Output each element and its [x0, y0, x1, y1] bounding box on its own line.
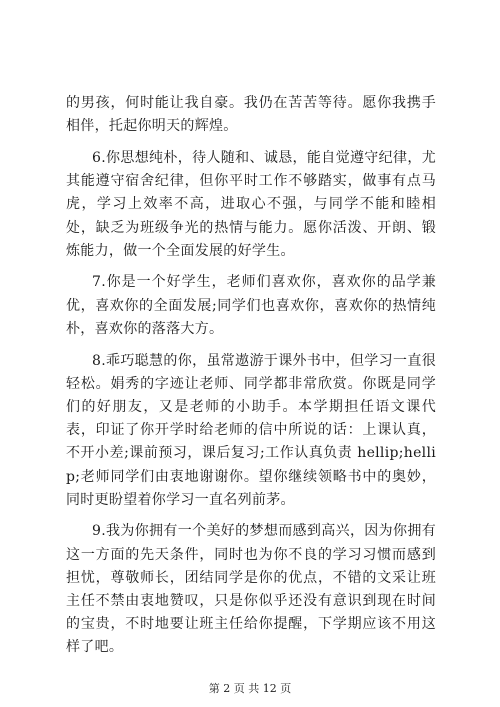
paragraph-continuation: 的男孩，何时能让我自豪。我仍在苦苦等待。愿你我携手相伴，托起你明天的辉煌。: [66, 95, 436, 135]
paragraph-comment-6: 6.你思想纯朴，待人随和、诚恳，能自觉遵守纪律，尤其能遵守宿舍纪律，但你平时工作不够踏实，做事有点马虎，学习上效率不高，进取心不强，与同学不能和睦相处，缺乏为班级争光的热情与能力。愿你活泼、开朗、锻炼能力，做一个全面发展的好学生。: [66, 149, 436, 259]
paragraph-comment-8: 8.乖巧聪慧的你，虽常遨游于课外书中，但学习一直很轻松。娟秀的字迹让老师、同学都非常欣赏。你既是同学们的好朋友，又是老师的小助手。本学期担任语文课代表，印证了你开学时给老师的信中所说的话：上课认真，不开小差;课前预习，课后复习;工作认真负责 hellip;hellip;老师同学们由衷地谢谢你。望你继续领略书中的奥妙，同时更盼望着你学习一直名列前茅。: [66, 352, 436, 508]
paragraph-comment-9: 9.我为你拥有一个美好的梦想而感到高兴，因为你拥有这一方面的先天条件，同时也为你不良的学习习惯而感到担忧，尊敬师长，团结同学是你的优点，不错的文采让班主任不禁由衷地赞叹，只是你似乎还没有意识到现在时间的宝贵，不时地要让班主任给你提醒，下学期应该不用这样了吧。: [66, 523, 436, 656]
page-footer: 第 2 页 共 12 页: [208, 682, 292, 695]
document-body: [66, 92, 436, 668]
paragraph-comment-7: 7.你是一个好学生，老师们喜欢你，喜欢你的品学兼优，喜欢你的全面发展;同学们也喜欢你，喜欢你的热情纯朴，喜欢你的落落大方。: [66, 274, 436, 337]
